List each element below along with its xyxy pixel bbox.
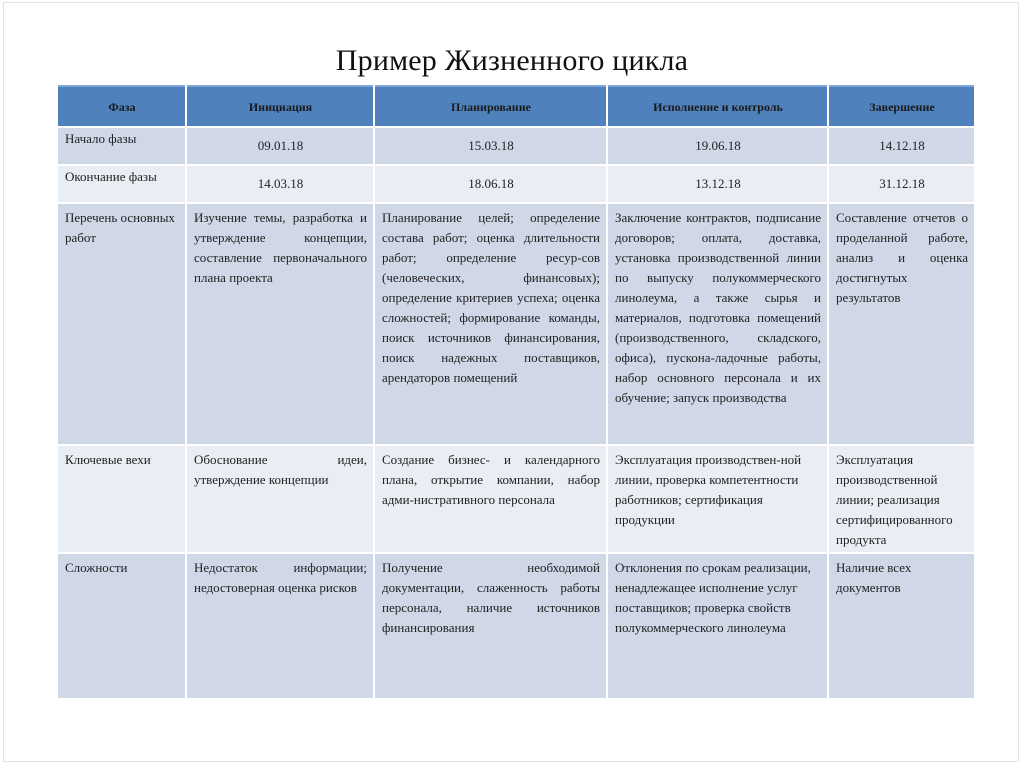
row-label: Сложности	[58, 553, 186, 699]
table-cell: Заключение контрактов, подписание договоров; оплата, доставка, установка производственной линии по выпуску полукоммерческого линолеума, а также сырья и материалов, подготовка помещений (производственного, складского, офиса), пускона-ладочные работы, набор основного персонала и их обучение; запуск производства	[607, 203, 828, 445]
header-execution: Исполнение и контроль	[607, 84, 828, 127]
table-cell: Создание бизнес- и календарного плана, открытие компании, набор адми-нистративного персонала	[374, 445, 607, 553]
table-cell: Недостаток информации; недостоверная оценка рисков	[186, 553, 374, 699]
header-planning: Планирование	[374, 84, 607, 127]
table-row	[58, 165, 975, 203]
table-cell: 15.03.18	[374, 127, 607, 165]
header-initiation: Инициация	[186, 84, 374, 127]
table-row	[58, 127, 975, 165]
table-cell: Обоснование идеи, утверждение концепции	[186, 445, 374, 553]
lifecycle-table	[58, 83, 976, 700]
table-cell: Эксплуатация производствен-ной линии, проверка компетентности работников; сертификация продукции	[607, 445, 828, 553]
table-row	[58, 553, 975, 699]
table-cell: Планирование целей; определение состава работ; оценка длительности работ; определение ресур-сов (человеческих, финансовых); определение критериев успеха; оценка сложностей; формирование команды, поиск источников финансирования, поиск надежных поставщиков, арендаторов помещений	[374, 203, 607, 445]
row-label: Окончание фазы	[58, 165, 186, 203]
table-cell: 31.12.18	[828, 165, 975, 203]
table-cell: 14.12.18	[828, 127, 975, 165]
header-row	[58, 84, 975, 127]
table-cell: Отклонения по срокам реализации, ненадлежащее исполнение услуг поставщиков; проверка свойств полукоммерческого линолеума	[607, 553, 828, 699]
table-cell: Составление отчетов о проделанной работе, анализ и оценка достигнутых результатов	[828, 203, 975, 445]
table-cell: Эксплуатация производственной линии; реализация сертифицированного продукта	[828, 445, 975, 553]
header-phase: Фаза	[58, 84, 186, 127]
table-row	[58, 203, 975, 445]
table-cell: 19.06.18	[607, 127, 828, 165]
header-completion: Завершение	[828, 84, 975, 127]
table-cell: Наличие всех документов	[828, 553, 975, 699]
table-row	[58, 445, 975, 553]
row-label: Начало фазы	[58, 127, 186, 165]
row-label: Перечень основных работ	[58, 203, 186, 445]
table-cell: Получение необходимой документации, слаженность работы персонала, наличие источников финансирования	[374, 553, 607, 699]
table-cell: Изучение темы, разработка и утверждение концепции, составление первоначального плана проекта	[186, 203, 374, 445]
table-cell: 09.01.18	[186, 127, 374, 165]
table-cell: 14.03.18	[186, 165, 374, 203]
row-label: Ключевые вехи	[58, 445, 186, 553]
slide-title: Пример Жизненного цикла	[335, 44, 689, 77]
table-cell: 13.12.18	[607, 165, 828, 203]
table-cell: 18.06.18	[374, 165, 607, 203]
